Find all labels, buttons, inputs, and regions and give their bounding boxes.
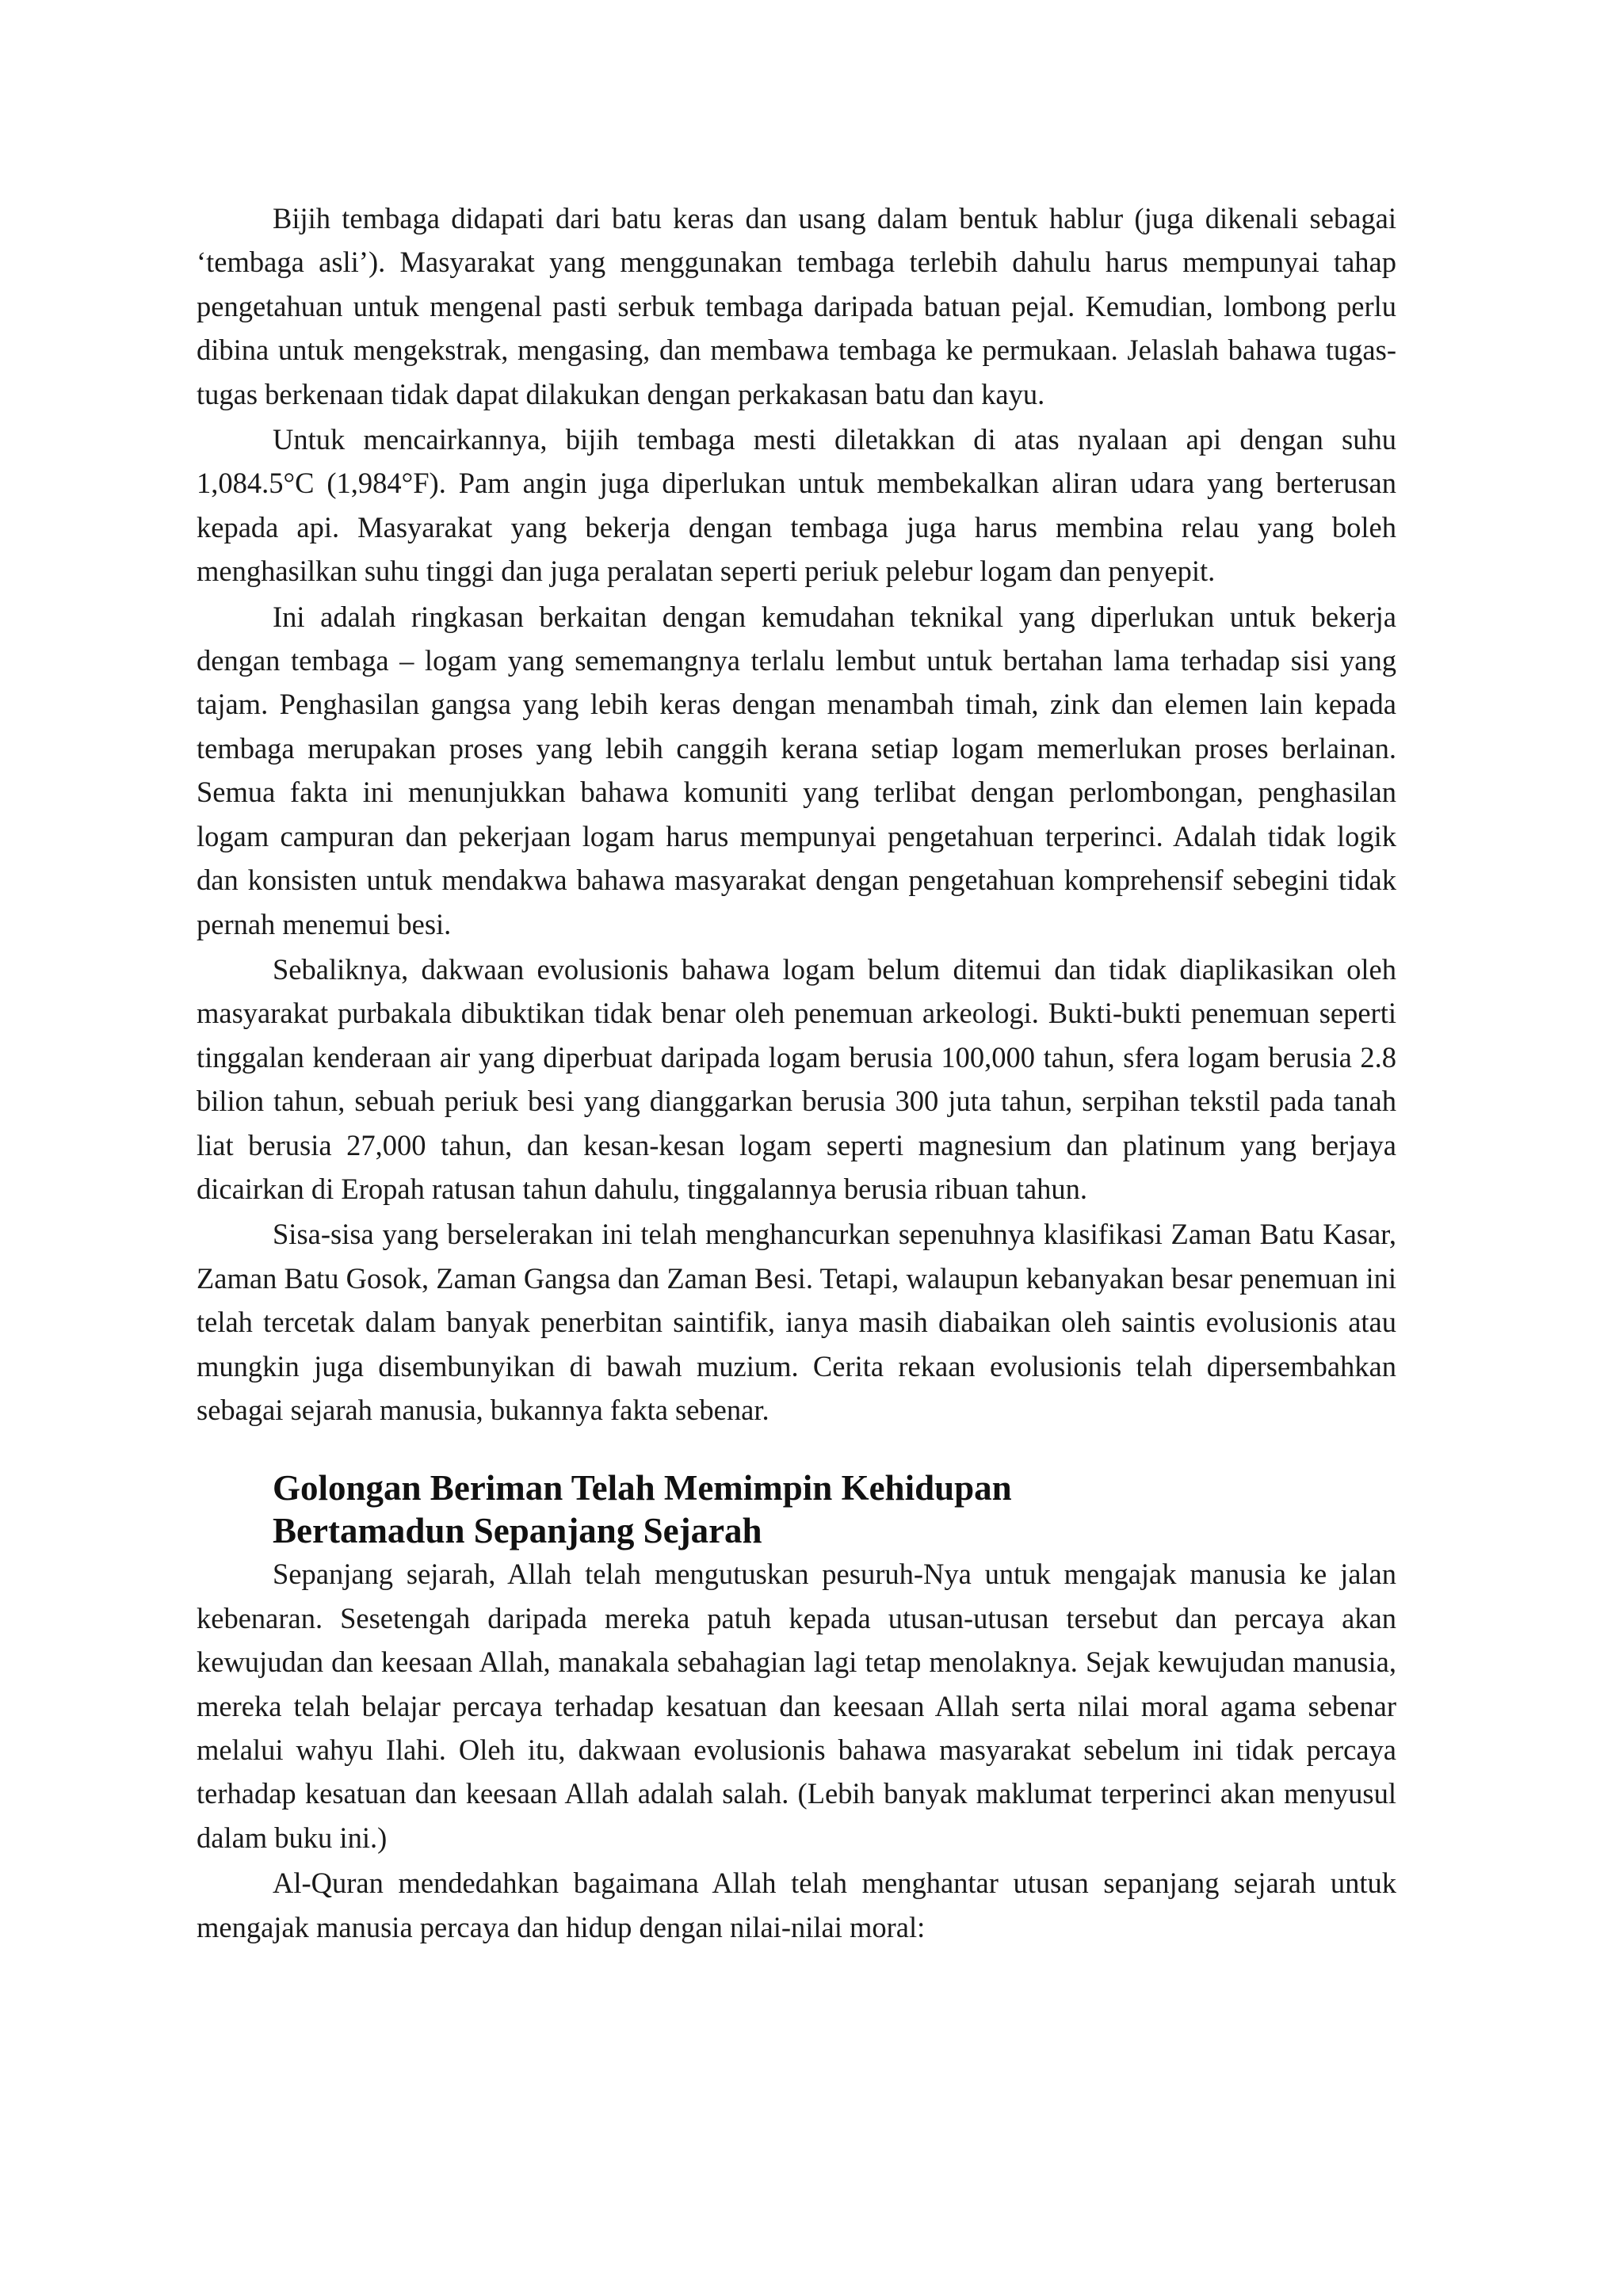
paragraph-smelting: Untuk mencairkannya, bijih tembaga mesti diletakkan di atas nyalaan api dengan suhu 1,084.5°C (1,984°F). Pam angin juga diperlukan untuk membekalkan aliran udara yang berterusan kepada api. Masyarakat yang bekerja dengan tembaga juga harus membina relau yang boleh menghasilkan suhu tinggi dan juga peralatan seperti periuk pelebur logam dan penyepit. bbox=[197, 423, 1396, 588]
paragraph-quran: Al-Quran mendedahkan bagaimana Allah telah menghantar utusan sepanjang sejarah untuk mengajak manusia percaya dan hidup dengan nilai-nilai moral: bbox=[197, 1867, 1396, 1943]
paragraph-classification: Sisa-sisa yang berselerakan ini telah menghancurkan sepenuhnya klasifikasi Zaman Batu Kasar, Zaman Batu Gosok, Zaman Gangsa dan Zaman Besi. Tetapi, walaupun kebanyakan besar penemuan ini telah tercetak dalam banyak penerbitan saintifik, ianya masih diabaikan oleh saintis evolusionis atau mungkin juga disembunyikan di bawah muzium. Cerita rekaan evolusionis telah dipersembahkan sebagai sejarah manusia, bukannya fakta sebenar. bbox=[197, 1218, 1396, 1426]
paragraph-technical-summary: Ini adalah ringkasan berkaitan dengan kemudahan teknikal yang diperlukan untuk bekerja dengan tembaga – logam yang sememangnya terlalu lembut untuk bertahan lama terhadap sisi yang tajam. Penghasilan gangsa yang lebih keras dengan menambah timah, zink dan elemen lain kepada tembaga merupakan proses yang lebih canggih kerana setiap logam memerlukan proses berlainan. Semua fakta ini menunjukkan bahawa komuniti yang terlibat dengan perlombongan, penghasilan logam campuran dan pekerjaan logam harus mempunyai pengetahuan terperinci. Adalah tidak logik dan konsisten untuk mendakwa bahawa masyarakat dengan pengetahuan komprehensif sebegini tidak pernah menemui besi. bbox=[197, 600, 1396, 940]
section-heading-line-1: Golongan Beriman Telah Memimpin Kehidupan bbox=[273, 1468, 1012, 1508]
paragraph-archaeological-finds: Sebaliknya, dakwaan evolusionis bahawa logam belum ditemui dan tidak diaplikasikan oleh masyarakat purbakala dibuktikan tidak benar oleh penemuan arkeologi. Bukti-bukti penemuan seperti tinggalan kenderaan air yang diperbuat daripada logam berusia 100,000 tahun, sfera logam berusia 2.8 bilion tahun, sebuah periuk besi yang dianggarkan berusia 300 juta tahun, serpihan tekstil pada tanah liat berusia 27,000 tahun, dan kesan-kesan logam seperti magnesium dan platinum yang berjaya dicairkan di Eropah ratusan tahun dahulu, tinggalannya berusia ribuan tahun. bbox=[197, 952, 1396, 1205]
section-heading bbox=[273, 1466, 1396, 1552]
paragraph-copper-ore: Bijih tembaga didapati dari batu keras dan usang dalam bentuk hablur (juga dikenali sebagai ‘tembaga asli’). Masyarakat yang menggunakan tembaga terlebih dahulu harus mempunyai tahap pengetahuan untuk mengenal pasti serbuk tembaga daripada batuan pejal. Kemudian, lombong perlu dibina untuk mengekstrak, mengasing, dan membawa tembaga ke permukaan. Jelaslah bahawa tugas-tugas berkenaan tidak dapat dilakukan dengan perkakasan batu dan kayu. bbox=[197, 202, 1396, 410]
section-heading-line-2: Bertamadun Sepanjang Sejarah bbox=[273, 1511, 762, 1551]
document-page bbox=[197, 196, 1396, 1949]
paragraph-messengers: Sepanjang sejarah, Allah telah mengutuskan pesuruh-Nya untuk mengajak manusia ke jalan kebenaran. Sesetengah daripada mereka patuh kepada utusan-utusan tersebut dan percaya akan kewujudan dan keesaan Allah, manakala sebahagian lagi tetap menolaknya. Sejak kewujudan manusia, mereka telah belajar percaya terhadap kesatuan dan keesaan Allah serta nilai moral agama sebenar melalui wahyu Ilahi. Oleh itu, dakwaan evolusionis bahawa masyarakat sebelum ini tidak percaya terhadap kesatuan dan keesaan Allah adalah salah. (Lebih banyak maklumat terperinci akan menyusul dalam buku ini.) bbox=[197, 1558, 1396, 1854]
